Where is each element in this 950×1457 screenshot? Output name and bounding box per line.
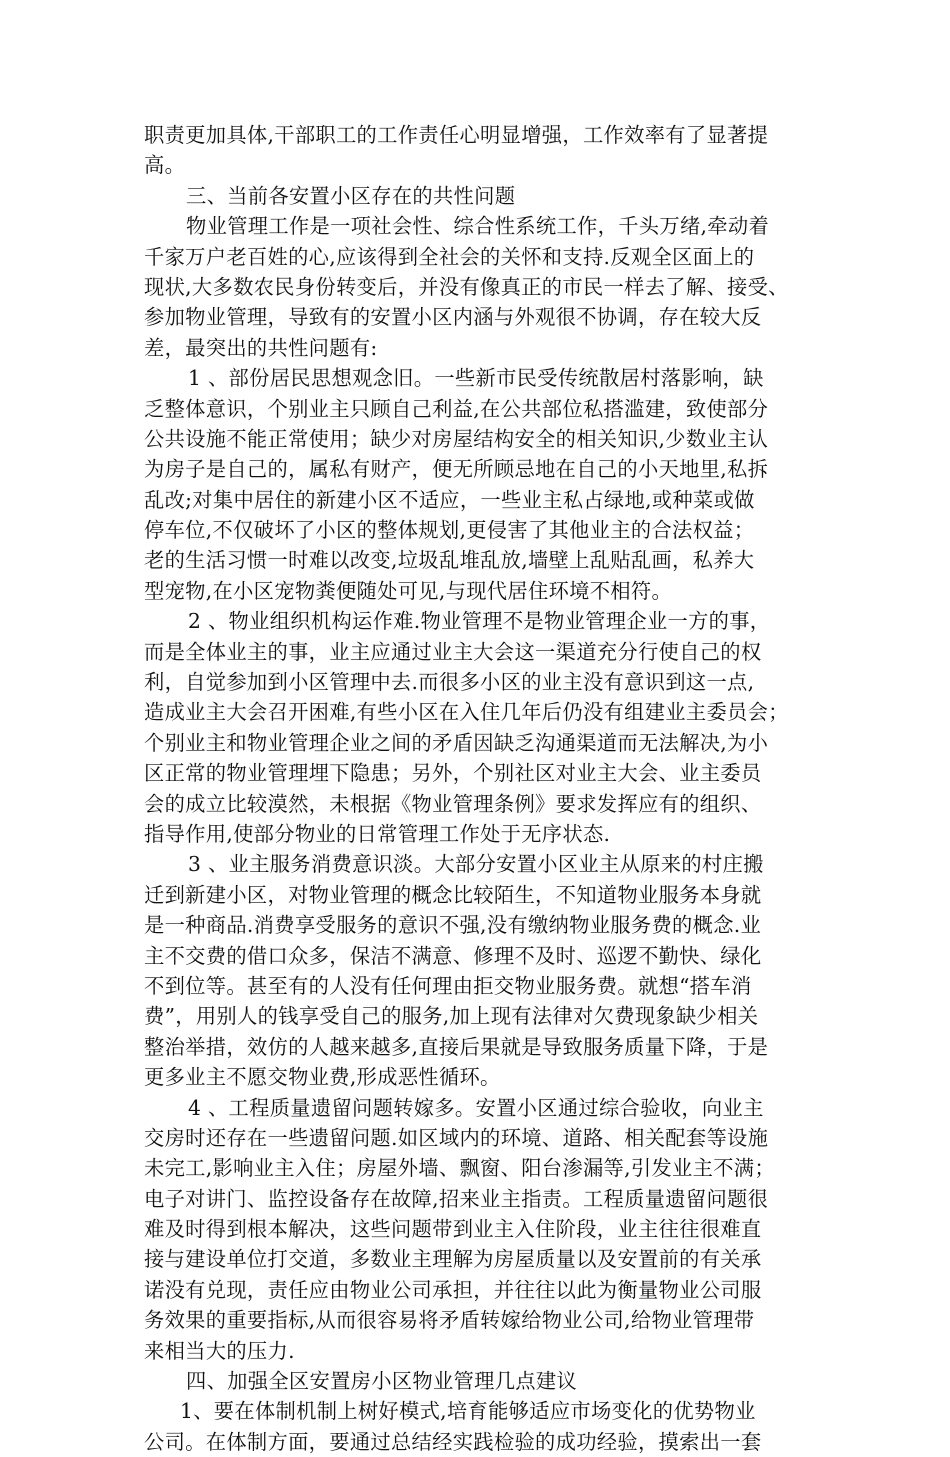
text-line: 未完工,影响业主入住；房屋外墙、飘窗、阳台渗漏等,引发业主不满； [144,1156,775,1181]
text-line: 而是全体业主的事，业主应通过业主大会这一渠道充分行使自己的权 [144,639,762,664]
text-line: 高。 [144,153,186,178]
text-line: 不到位等。甚至有的人没有任何理由拒交物业服务费。就想“搭车消 [144,973,752,998]
section-heading: 三、当前各安置小区存在的共性问题 [186,183,516,208]
text-line: 职责更加具体,干部职工的工作责任心明显增强，工作效率有了显著提 [144,123,769,147]
text-line: 务效果的重要指标,从而很容易将矛盾转嫁给物业公司,给物业管理带 [144,1308,755,1333]
text-line: 物业管理工作是一项社会性、综合性系统工作，千头万绪,牵动着 [186,214,770,239]
text-line: 3 、业主服务消费意识淡。大部分安置小区业主从原来的村庄搬 [188,852,764,877]
text-line: 1 、部份居民思想观念旧。一些新市民受传统散居村落影响，缺 [188,366,764,391]
section-heading: 四、加强全区安置房小区物业管理几点建议 [186,1369,578,1394]
text-line: 老的生活习惯一时难以改变,垃圾乱堆乱放,墙壁上乱贴乱画，私养大 [144,548,755,573]
text-line: 参加物业管理，导致有的安置小区内涵与外观很不协调，存在较大反 [144,305,762,330]
text-line: 为房子是自己的，属私有财产，便无所顾忌地在自己的小天地里,私拆 [144,457,769,482]
text-line: 造成业主大会召开困难,有些小区在入住几年后仍没有组建业主委员会； [144,700,789,725]
text-line: 千家万户老百姓的心,应该得到全社会的关怀和支持.反观全区面上的 [144,244,755,269]
text-line: 更多业主不愿交物业费,形成恶性循环。 [144,1065,501,1090]
text-line: 现状,大多数农民身份转变后，并没有像真正的市民一样去了解、接受、 [144,274,789,299]
text-line: 整治举措，效仿的人越来越多,直接后果就是导致服务质量下降，于是 [144,1034,769,1059]
text-line: 接与建设单位打交道，多数业主理解为房屋质量以及安置前的有关承 [144,1247,762,1272]
text-line: 乏整体意识，个别业主只顾自己利益,在公共部位私搭滥建，致使部分 [144,396,769,421]
text-line: 区正常的物业管理埋下隐患；另外，个别社区对业主大会、业主委员 [144,761,762,786]
text-line: 指导作用,使部分物业的日常管理工作处于无序状态. [144,821,611,846]
text-line: 个别业主和物业管理企业之间的矛盾因缺乏沟通渠道而无法解决,为小 [144,730,769,755]
text-line: 公共设施不能正常使用；缺少对房屋结构安全的相关知识,少数业主认 [144,426,769,451]
text-line: 差，最突出的共性问题有: [144,335,378,360]
document-body [144,120,816,1457]
text-line: 型宠物,在小区宠物粪便随处可见,与现代居住环境不相符。 [144,578,673,603]
text-line: 乱改;对集中居住的新建小区不适应，一些业主私占绿地,或种菜或做 [144,487,755,512]
text-line: 交房时还存在一些遗留问题.如区域内的环境、道路、相关配套等设施 [144,1125,769,1150]
text-line: 公司。在体制方面，要通过总结经实践检验的成功经验，摸索出一套 [144,1429,762,1454]
text-line: 停车位,不仅破坏了小区的整体规划,更侵害了其他业主的合法权益； [144,518,755,543]
text-line: 费”，用别人的钱享受自己的服务,加上现有法律对欠费现象缺少相关 [144,1004,759,1029]
text-line: 电子对讲门、监控设备存在故障,招来业主指责。工程质量遗留问题很 [144,1186,769,1211]
text-line: 是一种商品.消费享受服务的意识不强,没有缴纳物业服务费的概念.业 [144,913,762,938]
text-line: 2 、物业组织机构运作难.物业管理不是物业管理企业一方的事， [188,609,771,634]
text-line: 迁到新建小区，对物业管理的概念比较陌生，不知道物业服务本身就 [144,882,762,907]
text-line: 诺没有兑现，责任应由物业公司承担，并往往以此为衡量物业公司服 [144,1277,762,1302]
text-line: 利，自觉参加到小区管理中去.而很多小区的业主没有意识到这一点, [144,670,755,695]
text-line: 1、要在体制机制上树好模式,培育能够适应市场变化的优势物业 [180,1399,756,1424]
text-line: 4 、工程质量遗留问题转嫁多。安置小区通过综合验收，向业主 [188,1095,764,1120]
text-line: 主不交费的借口众多，保洁不满意、修理不及时、巡逻不勤快、绿化 [144,943,762,968]
text-line: 难及时得到根本解决，这些问题带到业主入住阶段，业主往往很难直 [144,1217,762,1242]
text-line: 会的成立比较漠然，未根据《物业管理条例》要求发挥应有的组织、 [144,791,762,816]
text-line: 来相当大的压力. [144,1338,295,1363]
